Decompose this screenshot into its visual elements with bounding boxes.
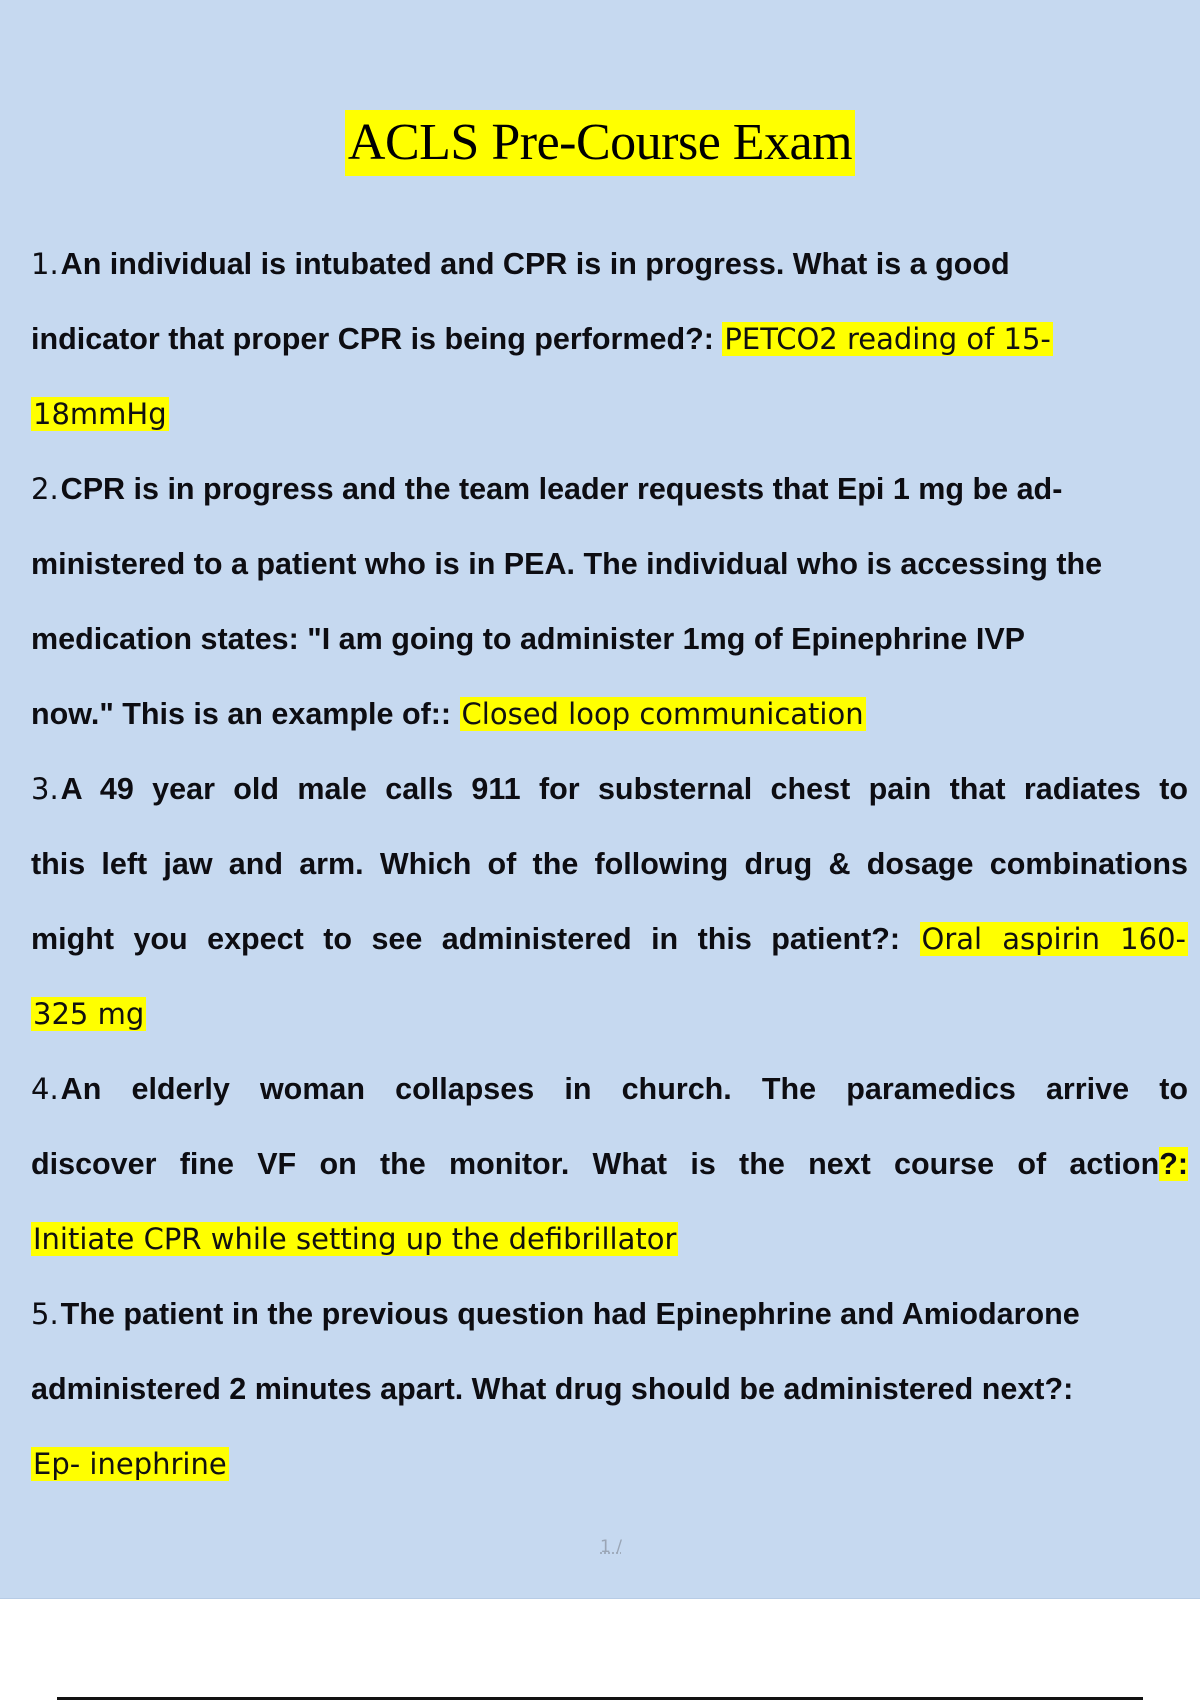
question-number: 3. [31, 772, 59, 806]
answer-highlight: Ep- inephrine [33, 1447, 227, 1481]
question-2-line-1 [31, 467, 1062, 511]
question-5-line-1 [31, 1292, 1080, 1336]
question-1-line-1 [31, 242, 1010, 286]
title-container [0, 110, 1200, 176]
question-5-line-2 [31, 1367, 1073, 1411]
question-text: The patient in the previous question had Epinephrine and Amiodarone [60, 1297, 1080, 1331]
question-text: indicator that proper CPR is being performed?: [31, 322, 723, 356]
question-1-line-2 [31, 317, 1053, 361]
page-title: ACLS Pre-Course Exam [345, 110, 855, 176]
question-4-line-2 [31, 1142, 1188, 1186]
question-number: 4. [31, 1072, 59, 1106]
question-text: CPR is in progress and the team leader requests that Epi 1 mg be ad- [60, 472, 1063, 506]
question-3-line-4 [31, 992, 146, 1036]
answer-highlight: 325 mg [33, 997, 145, 1031]
question-3-line-1 [31, 767, 1188, 811]
question-number: 5. [31, 1297, 59, 1331]
question-2-line-2 [31, 542, 1102, 586]
question-4-line-3 [31, 1217, 678, 1261]
question-text: might you expect to see administered in this patient?: [31, 922, 920, 956]
answer-highlight: 18mmHg [33, 397, 167, 431]
question-2-line-4 [31, 692, 866, 736]
question-text: medication states: "I am going to administer 1mg of Epinephrine IVP [31, 622, 1026, 656]
question-3-line-3 [31, 917, 1188, 961]
question-text: An elderly woman collapses in church. The paramedics arrive to [60, 1072, 1188, 1106]
question-number: 2. [31, 472, 59, 506]
highlighted-punctuation: ?: [1159, 1147, 1188, 1181]
answer-highlight: PETCO2 reading of 15- [724, 322, 1051, 356]
question-text: An individual is intubated and CPR is in progress. What is a good [60, 247, 1010, 281]
answer-highlight: Initiate CPR while setting up the defibrillator [33, 1222, 677, 1256]
question-3-line-2 [31, 842, 1188, 886]
question-text: discover fine VF on the monitor. What is the next course of action [31, 1147, 1160, 1181]
answer-highlight: Oral aspirin 160- [921, 922, 1186, 956]
question-2-line-3 [31, 617, 1025, 661]
question-5-line-3 [31, 1442, 229, 1486]
question-text: this left jaw and arm. Which of the following drug & dosage combinations [31, 847, 1188, 881]
question-4-line-1 [31, 1067, 1188, 1111]
question-text: ministered to a patient who is in PEA. The individual who is accessing the [31, 547, 1103, 581]
question-1-line-3 [31, 392, 169, 436]
page-number: 1 / [600, 1537, 622, 1557]
question-number: 1. [31, 247, 59, 281]
question-text: A 49 year old male calls 911 for substernal chest pain that radiates to [60, 772, 1188, 806]
question-text: administered 2 minutes apart. What drug should be administered next?: [31, 1372, 1074, 1406]
question-text: now." This is an example of:: [31, 697, 460, 731]
answer-highlight: Closed loop communication [461, 697, 864, 731]
